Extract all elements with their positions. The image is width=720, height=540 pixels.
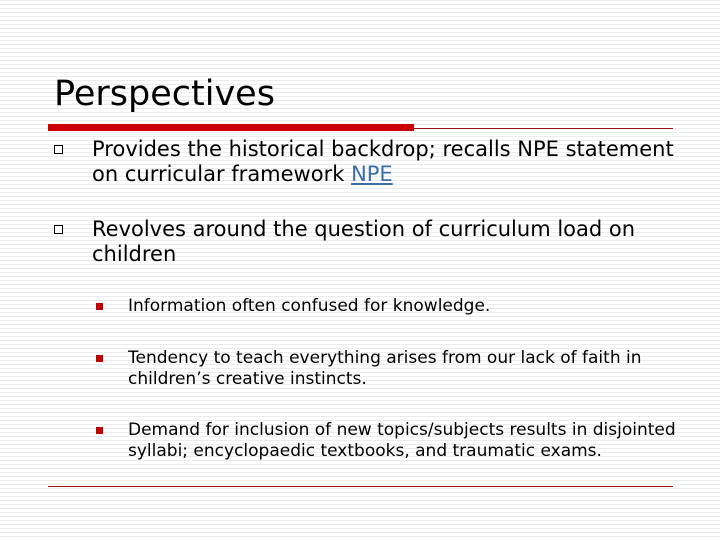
sub-bullet-text: Tendency to teach everything arises from our lack of faith in children’s creative instincts.: [128, 348, 642, 389]
bullet-text: [92, 137, 692, 187]
hollow-square-bullet-icon: [54, 225, 63, 234]
sub-bullet-item-demand: [96, 420, 686, 484]
footer-rule: [48, 486, 673, 487]
title-accent-bar: [48, 124, 414, 131]
bullet-text-body: Provides the historical backdrop; recalls NPE statement on curricular framework: [92, 137, 674, 186]
filled-square-bullet-icon: [96, 427, 103, 434]
bullet-text: Revolves around the question of curriculum load on children: [92, 217, 636, 266]
hollow-square-bullet-icon: [54, 145, 63, 154]
sub-bullet-item-tendency: [96, 348, 686, 392]
filled-square-bullet-icon: [96, 303, 103, 310]
bullet-item-curriculum-load: [54, 217, 684, 267]
filled-square-bullet-icon: [96, 355, 103, 362]
sub-bullet-item-information: [96, 296, 686, 318]
sub-bullet-text: Information often confused for knowledge.: [128, 296, 491, 316]
bullet-item-backdrop: [54, 137, 684, 187]
sub-bullet-text: Demand for inclusion of new topics/subjects results in disjointed syllabi; encyclopaedic textbooks, and traumatic exams.: [128, 420, 676, 461]
slide-title: Perspectives: [54, 74, 275, 114]
npe-link[interactable]: NPE: [351, 162, 393, 186]
